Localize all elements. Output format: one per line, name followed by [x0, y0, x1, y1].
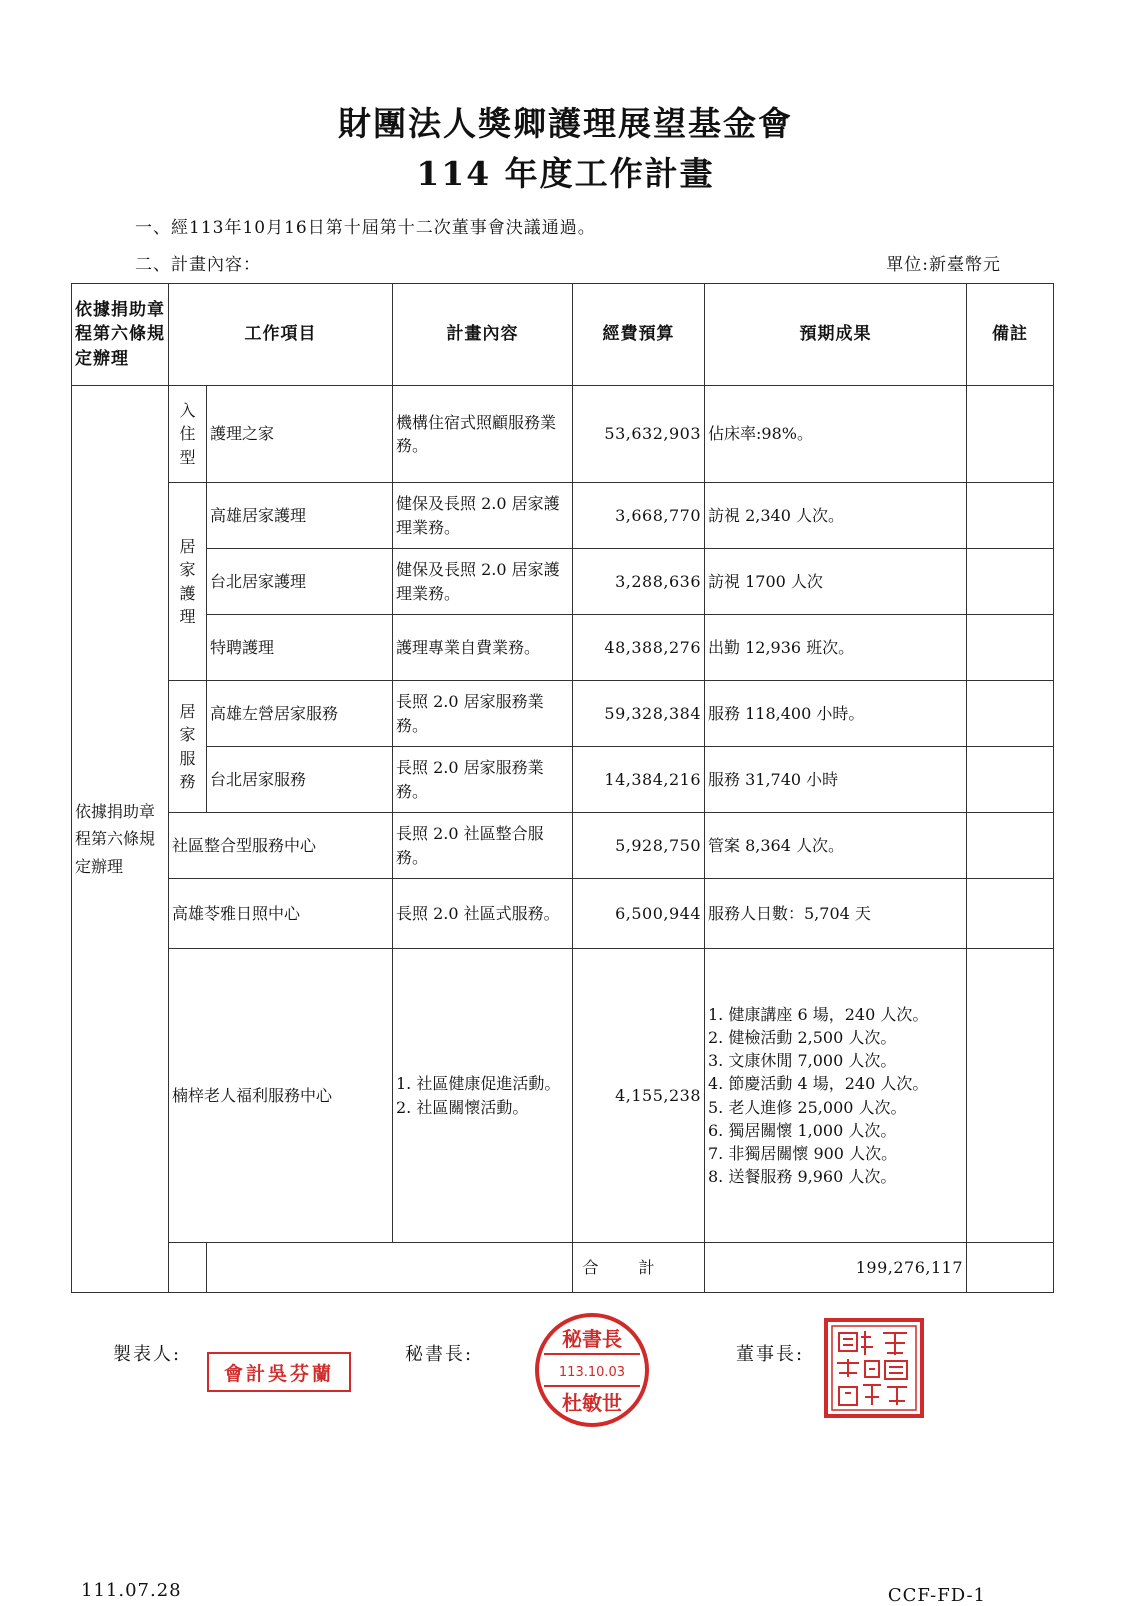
row-item: 高雄居家護理: [207, 483, 393, 549]
row-item: 社區整合型服務中心: [169, 813, 393, 879]
row-note: [967, 549, 1054, 615]
row-result: 服務人日數：5,704 天: [705, 879, 967, 949]
row-content: 長照 2.0 社區式服務。: [393, 879, 573, 949]
table-row: [72, 386, 1054, 483]
table-header-row: [72, 284, 1054, 386]
seal-date: 113.10.03: [558, 1365, 626, 1380]
row-note: [967, 747, 1054, 813]
result-item: 5. 老人進修 25,000 人次。: [708, 1097, 907, 1117]
total-empty-cell: [169, 1243, 207, 1293]
row-item: 台北居家護理: [207, 549, 393, 615]
result-item: 2. 健檢活動 2,500 人次。: [708, 1027, 897, 1047]
total-row: [72, 1243, 1054, 1293]
basis-cell: 依據捐助章程第六條規定辦理: [72, 386, 169, 1293]
row-result: 訪視 1700 人次: [705, 549, 967, 615]
row-note: [967, 879, 1054, 949]
header-work-item: 工作項目: [169, 284, 393, 386]
group-home-service: 居家服務: [169, 681, 207, 813]
header-budget: 經費預算: [573, 284, 705, 386]
organization-title: 財團法人獎卿護理展望基金會: [338, 104, 793, 143]
row-budget: 3,288,636: [573, 549, 705, 615]
content-item: 1. 社區健康促進活動。: [396, 1074, 561, 1094]
total-empty-cell: [967, 1243, 1054, 1293]
header-expected-result: 預期成果: [705, 284, 967, 386]
preparer-label: 製表人:: [113, 1344, 182, 1365]
row-content: 健保及長照 2.0 居家護理業務。: [393, 483, 573, 549]
form-code: CCF-FD-1: [887, 1585, 986, 1606]
row-item: 高雄苓雅日照中心: [169, 879, 393, 949]
row-result: 出勤 12,936 班次。: [705, 615, 967, 681]
row-content: 機構住宿式照顧服務業務。: [393, 386, 573, 483]
row-budget: 53,632,903: [573, 386, 705, 483]
row-content: 健保及長照 2.0 居家護理業務。: [393, 549, 573, 615]
table-row: [72, 549, 1054, 615]
table-row: [72, 747, 1054, 813]
result-item: 7. 非獨居關懷 900 人次。: [708, 1143, 898, 1163]
table-row: [72, 949, 1054, 1243]
row-budget: 59,328,384: [573, 681, 705, 747]
row-budget: 6,500,944: [573, 879, 705, 949]
seal-title: 秘書長: [562, 1327, 622, 1351]
row-item: 特聘護理: [207, 615, 393, 681]
result-item: 1. 健康講座 6 場，240 人次。: [708, 1004, 929, 1024]
row-item: 楠梓老人福利服務中心: [169, 949, 393, 1243]
row-result: 佔床率:98%。: [705, 386, 967, 483]
row-budget: 4,155,238: [573, 949, 705, 1243]
row-note: [967, 813, 1054, 879]
total-value: 199,276,117: [705, 1243, 967, 1293]
table-row: [72, 483, 1054, 549]
group-home-nursing: 居家護理: [169, 483, 207, 681]
plan-content-heading: 二、計畫內容：: [135, 255, 261, 275]
row-content: 長照 2.0 社區整合服務。: [393, 813, 573, 879]
currency-unit: 單位:新臺幣元: [886, 255, 1001, 275]
row-result: 管案 8,364 人次。: [705, 813, 967, 879]
row-result: 服務 31,740 小時: [705, 747, 967, 813]
row-note: [967, 386, 1054, 483]
row-note: [967, 615, 1054, 681]
work-plan-table: [71, 283, 1054, 1293]
row-content: [393, 949, 573, 1243]
chairman-seal-icon: [823, 1317, 925, 1419]
plan-title: 114 年度工作計畫: [416, 154, 715, 193]
secretary-general-label: 秘書長:: [405, 1344, 474, 1365]
result-item: 6. 獨居關懷 1,000 人次。: [708, 1120, 897, 1140]
row-budget: 48,388,276: [573, 615, 705, 681]
header-basis: 依據捐助章程第六條規定辦理: [72, 284, 169, 386]
row-item: 台北居家服務: [207, 747, 393, 813]
row-budget: 3,668,770: [573, 483, 705, 549]
row-budget: 5,928,750: [573, 813, 705, 879]
row-item: 護理之家: [207, 386, 393, 483]
approval-note: 一、經113年10月16日第十屆第十二次董事會決議通過。: [135, 218, 596, 238]
row-note: [967, 949, 1054, 1243]
seal-name: 杜敏世: [562, 1391, 622, 1415]
form-date: 111.07.28: [81, 1580, 182, 1601]
result-item: 4. 節慶活動 4 場，240 人次。: [708, 1074, 929, 1094]
content-item: 2. 社區關懷活動。: [396, 1097, 529, 1117]
header-note: 備註: [967, 284, 1054, 386]
header-plan-content: 計畫內容: [393, 284, 573, 386]
row-note: [967, 483, 1054, 549]
row-content: 長照 2.0 居家服務業務。: [393, 747, 573, 813]
chairman-label: 董事長:: [736, 1344, 805, 1365]
preparer-stamp: 會計吳芬蘭: [207, 1352, 351, 1392]
total-empty-cell: [207, 1243, 573, 1293]
row-content: 長照 2.0 居家服務業務。: [393, 681, 573, 747]
result-item: 8. 送餐服務 9,960 人次。: [708, 1167, 897, 1187]
row-result: 訪視 2,340 人次。: [705, 483, 967, 549]
row-result: 服務 118,400 小時。: [705, 681, 967, 747]
row-budget: 14,384,216: [573, 747, 705, 813]
table-row: [72, 813, 1054, 879]
result-item: 3. 文康休閒 7,000 人次。: [708, 1051, 897, 1071]
table-row: [72, 879, 1054, 949]
table-row: [72, 615, 1054, 681]
total-label: 合計: [573, 1243, 705, 1293]
secretary-general-seal: [532, 1310, 652, 1430]
row-result-list: [705, 949, 967, 1243]
row-content: 護理專業自費業務。: [393, 615, 573, 681]
table-row: [72, 681, 1054, 747]
row-item: 高雄左營居家服務: [207, 681, 393, 747]
group-residential: 入住型: [169, 386, 207, 483]
row-note: [967, 681, 1054, 747]
